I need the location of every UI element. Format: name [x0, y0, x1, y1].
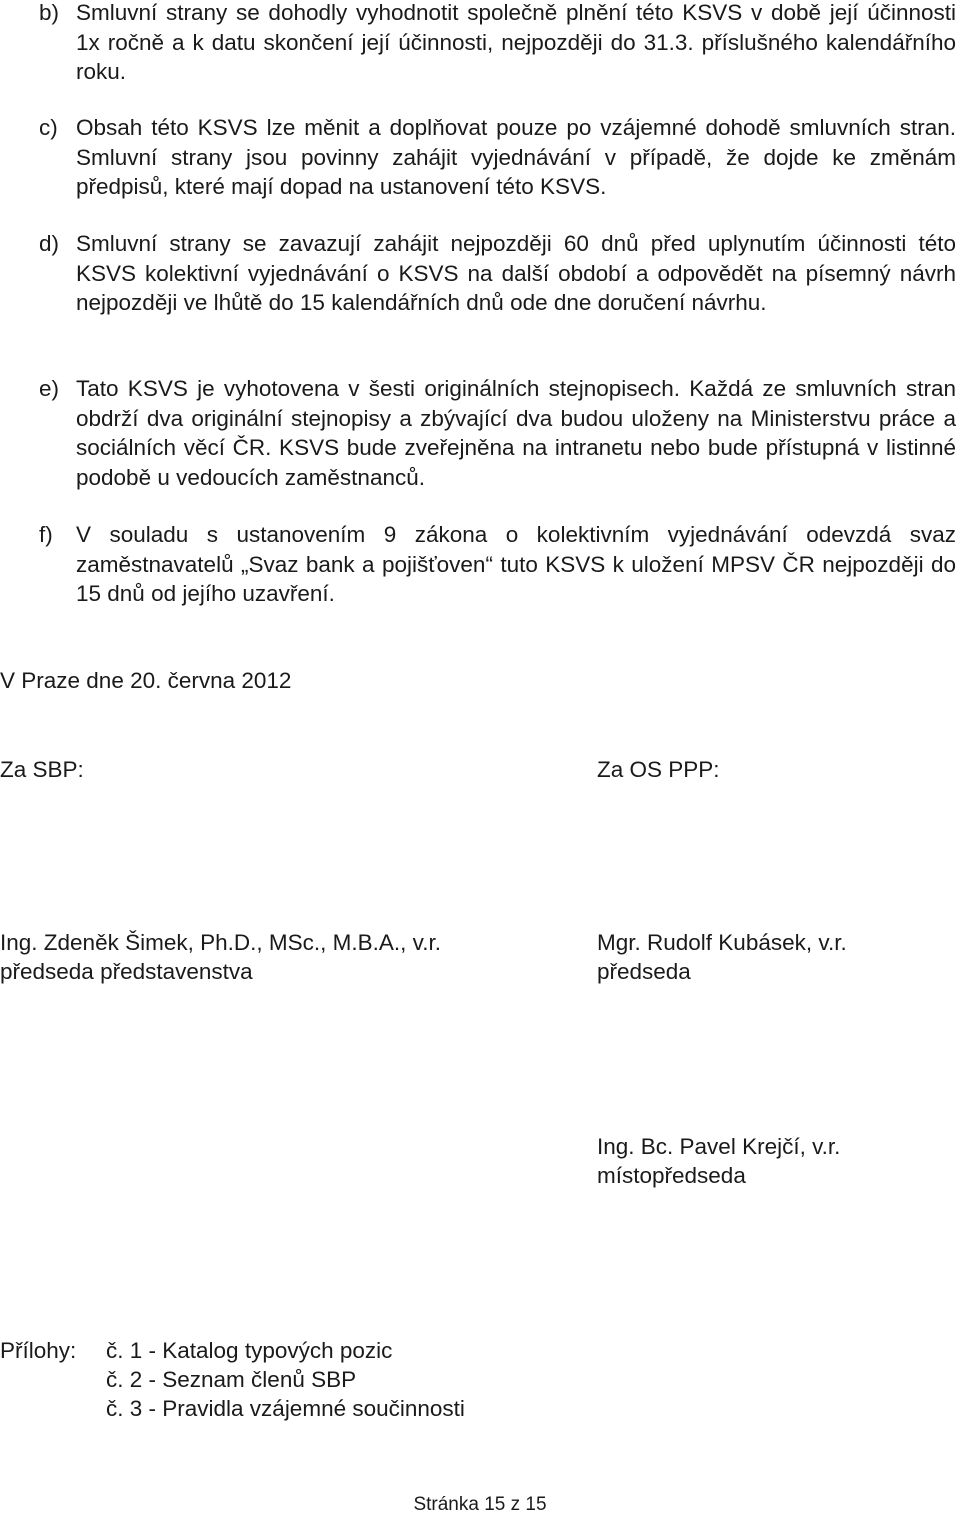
clause-text: Tato KSVS je vyhotovena v šesti originálních stejnopisech. Každá ze smluvních stran obdrží dva originální stejnopisy a zbývající dva budou uloženy na Ministerstvu práce a sociálních věcí ČR. KSVS bude zveřejněna na intranetu nebo bude přístupná v listinné podobě u vedoucích zaměstnanců.: [76, 376, 956, 490]
clause-text: Smluvní strany se zavazují zahájit nejpozději 60 dnů před uplynutím účinnosti této KSVS kolektivní vyjednávání o KSVS na další období a odpovědět na písemný návrh nejpozději ve lhůtě do 15 kalendářních dnů ode dne doručení návrhu.: [76, 231, 956, 315]
signatory-role: místopředseda: [597, 1163, 746, 1188]
clause-text: Obsah této KSVS lze měnit a doplňovat pouze po vzájemné dohodě smluvních stran. Smluvní strany jsou povinny zahájit vyjednávání v případě, že dojde ke změnám předpisů, které mají dopad na ustanovení této KSVS.: [76, 115, 956, 199]
clause-text: V souladu s ustanovením 9 zákona o kolektivním vyjednávání odevzdá svaz zaměstnavatelů „Svaz bank a pojišťoven“ tuto KSVS k uložení MPSV ČR nejpozději do 15 dnů od jejího uzavření.: [76, 522, 956, 606]
clause-label: f): [39, 522, 53, 547]
attachment-item: č. 1 - Katalog typových pozic: [106, 1338, 393, 1363]
signatory-name: Mgr. Rudolf Kubásek, v.r.: [597, 930, 847, 955]
signatory-name: Ing. Zdeněk Šimek, Ph.D., MSc., M.B.A., v.r.: [0, 930, 441, 955]
party-left: Za SBP:: [0, 757, 84, 782]
clause-label: d): [39, 231, 60, 256]
place-date: V Praze dne 20. června 2012: [0, 668, 292, 693]
clause-text: Smluvní strany se dohodly vyhodnotit společně plnění této KSVS v době její účinnosti 1x ročně a k datu skončení její účinnosti, nejpozději do 31.3. příslušného kalendářního roku.: [76, 0, 956, 84]
attachment-item: č. 2 - Seznam členů SBP: [106, 1367, 357, 1392]
signatory-role: předseda představenstva: [0, 959, 253, 984]
signatory-name: Ing. Bc. Pavel Krejčí, v.r.: [597, 1134, 841, 1159]
clause-label: c): [39, 115, 58, 140]
signatory-role: předseda: [597, 959, 691, 984]
party-right: Za OS PPP:: [597, 757, 720, 782]
attachment-item: č. 3 - Pravidla vzájemné součinnosti: [106, 1396, 465, 1421]
clause-label: e): [39, 376, 60, 401]
page-footer: Stránka 15 z 15: [413, 1494, 547, 1515]
attachments-label: Přílohy:: [0, 1338, 77, 1363]
clause-label: b): [39, 0, 60, 25]
